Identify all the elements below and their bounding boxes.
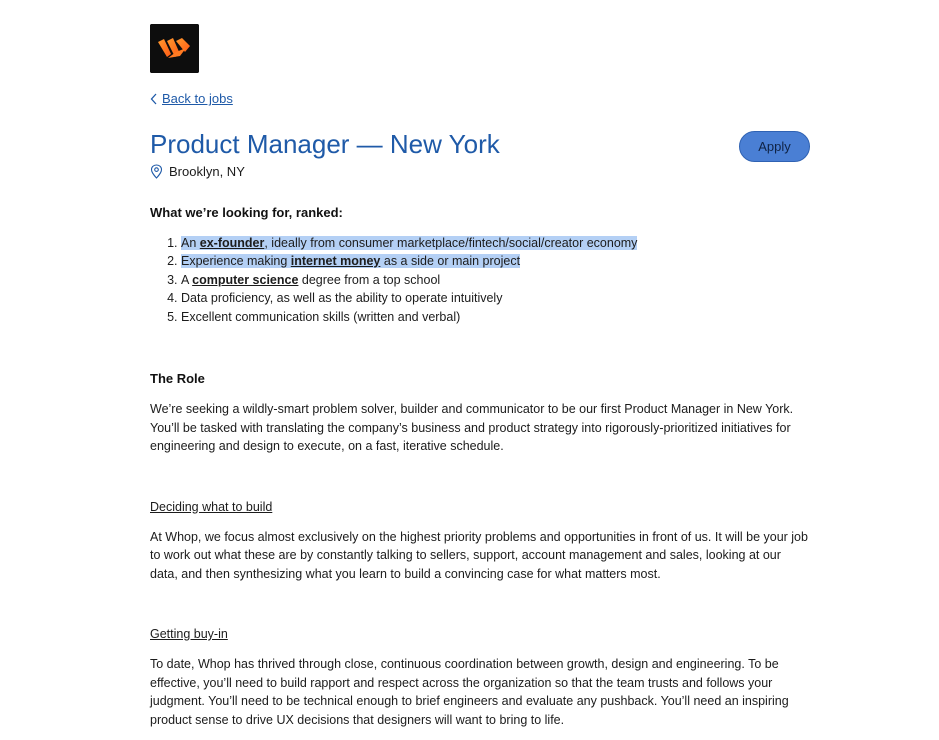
back-to-jobs-link[interactable] (150, 91, 233, 106)
ranked-heading: What we’re looking for, ranked: (150, 204, 343, 220)
ranked-item-emphasis: computer science (192, 272, 299, 287)
ranked-item-text: A (181, 272, 193, 287)
map-pin-icon (150, 164, 163, 179)
role-intro: We’re seeking a wildly-smart problem solver, builder and communicator to be our first Product Manager in New York. You’ll be tasked with translating the company’s business and product strategy into rigorously-prioritized initiatives for engineering and design to execute, on a fast, iterative schedule. (150, 402, 794, 453)
ranked-item (181, 252, 810, 271)
ranked-item (181, 289, 810, 308)
ranked-item-text: , ideally from consumer marketplace/fintech/social/creator economy (264, 235, 638, 250)
selected-text (181, 236, 637, 250)
deciding-text: At Whop, we focus almost exclusively on the highest priority problems and opportunities in front of us. It will be your job to work out what these are by constantly talking to sellers, support, account management and sales, looking at our data, and then synthesizing what you learn to build a convincing case for what matters most. (150, 529, 808, 581)
job-location (150, 164, 810, 179)
ranked-list (150, 234, 810, 327)
ranked-item (181, 271, 810, 290)
ranked-item-text: Excellent communication skills (written and verbal) (181, 309, 461, 324)
apply-button[interactable]: Apply (739, 131, 810, 162)
ranked-item-text: Data proficiency, as well as the ability to operate intuitively (181, 291, 503, 305)
job-posting (150, 24, 810, 729)
chevron-left-icon (150, 93, 158, 105)
whop-logo-icon[interactable] (150, 24, 199, 73)
ranked-item-text: as a side or main project (380, 254, 521, 268)
ranked-item-emphasis: internet money (290, 254, 381, 268)
deciding-heading: Deciding what to build (150, 499, 273, 514)
ranked-item-text: Experience making (181, 254, 291, 268)
ranked-item-text: degree from a top school (298, 272, 441, 287)
selected-text (181, 254, 520, 268)
buyin-heading: Getting buy-in (150, 627, 228, 641)
job-title: Product Manager — New York (150, 128, 500, 159)
ranked-item-emphasis: ex-founder (199, 235, 265, 250)
job-location-text: Brooklyn, NY (169, 163, 245, 179)
ranked-item-text: An (181, 235, 200, 250)
buyin-text: To date, Whop has thrived through close, continuous coordination between growth, design and engineering. To be effective, you’ll need to build rapport and respect across the organization so that the team trusts and follows your judgment. You’ll need to be technical enough to brief engineers and evaluate any pushback. You’ll need an inspiring product sense to drive UX decisions that designers will want to bring to life. (150, 657, 789, 727)
back-to-jobs-label: Back to jobs (162, 91, 233, 106)
ranked-item (181, 234, 810, 253)
ranked-item (181, 308, 810, 327)
job-header (150, 128, 810, 179)
role-heading: The Role (150, 371, 205, 386)
